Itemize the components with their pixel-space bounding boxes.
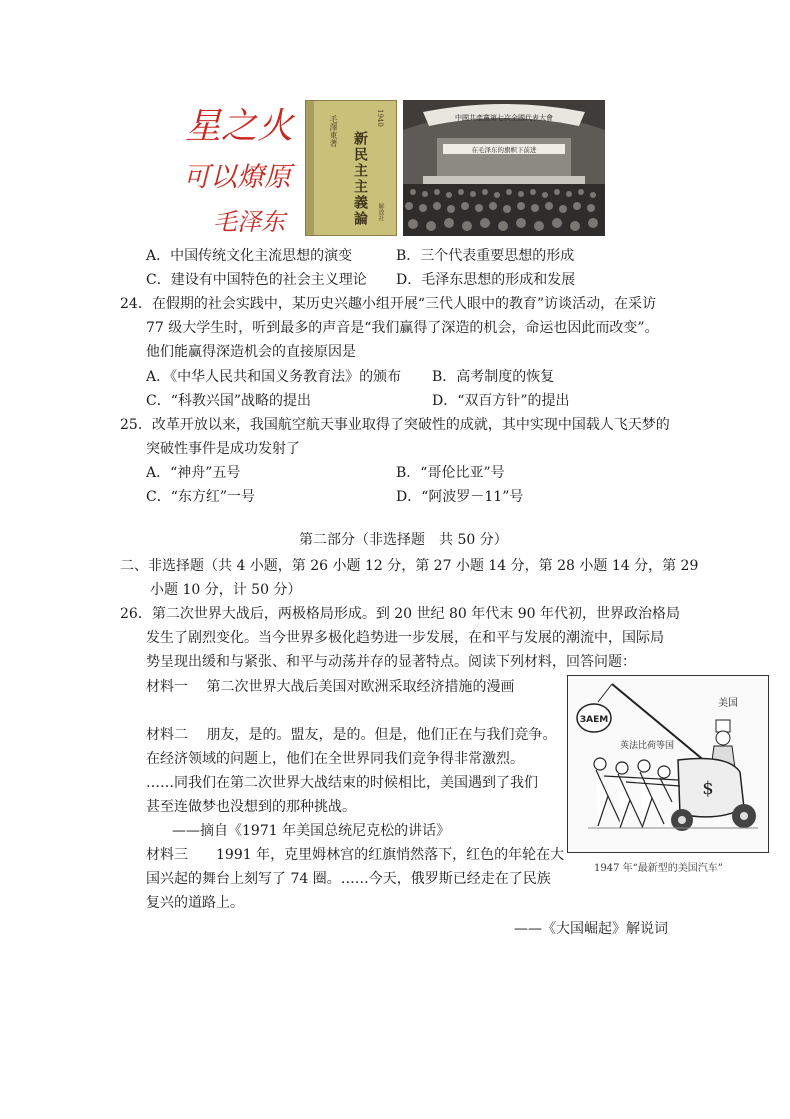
- material-3-line-2: 国兴起的舞台上刻写了 74 圈。……今天，俄罗斯已经走在了民族: [146, 871, 551, 887]
- material-2-line-1: 材料二 朋友，是的。盟友，是的。但是，他们正在与我们竞争。: [146, 727, 557, 743]
- part2-title: 第二部分（非选择题 共 50 分）: [299, 532, 508, 548]
- cartoon-label-usa: 美国: [718, 698, 738, 709]
- q24-option-c: C．“科教兴国”战略的提出: [146, 393, 312, 409]
- calligraphy-image: [183, 100, 303, 238]
- q24-option-d: D．“双百方针”的提出: [432, 393, 570, 409]
- q23-option-b: B．三个代表重要思想的形成: [396, 248, 575, 264]
- q23-option-d: D．毛泽东思想的形成和发展: [396, 272, 576, 288]
- part2-section-line-1: 二、非选择题（共 4 小题，第 26 小题 12 分，第 27 小题 14 分，第 28 小题 14 分，第 29: [120, 558, 699, 574]
- cartoon-dollar-sign: $: [702, 778, 714, 799]
- part2-section-line-2: 小题 10 分，计 50 分）: [150, 582, 302, 598]
- q25-option-c: C．“东方红”一号: [146, 489, 256, 505]
- material-2-line-4: 甚至连做梦也没想到的那种挑战。: [146, 799, 356, 815]
- q25-stem-line-1: 25．改革开放以来，我国航空航天事业取得了突破性的成就，其中实现中国载人飞天梦的: [120, 417, 670, 433]
- material-2-line-3: ……同我们在第二次世界大战结束的时候相比，美国遇到了我们: [146, 775, 538, 791]
- calligraphy-line-1: 星之火: [185, 106, 294, 147]
- material-3-source: ——《大国崛起》解说词: [514, 921, 668, 937]
- book-cover-image: [305, 100, 397, 236]
- q23-option-c: C．建设有中国特色的社会主义理论: [146, 272, 367, 288]
- q25-option-b: B．“哥伦比亚”号: [396, 465, 505, 481]
- material-3-line-3: 复兴的道路上。: [146, 895, 244, 911]
- q26-stem-line-1: 26．第二次世界大战后，两极格局形成。到 20 世纪 80 年代末 90 年代初，世界政治格局: [120, 606, 680, 622]
- q23-option-a: A．中国传统文化主流思想的演变: [146, 248, 353, 264]
- calligraphy-line-2: 可以燎原: [183, 162, 291, 193]
- material-3-line-1: 材料三 1991 年，克里姆林宫的红旗悄然落下，红色的年轮在大: [146, 847, 565, 863]
- cartoon-label-europe: 英法比荷等国: [620, 741, 675, 751]
- q24-option-b: B．高考制度的恢复: [432, 369, 555, 385]
- q24-stem-line-1: 24．在假期的社会实践中，某历史兴趣小组开展“三代人眼中的教育”访谈活动，在采访: [120, 296, 657, 312]
- book-title: 新民主主義論: [352, 131, 368, 227]
- book-top-text: 毛澤東著: [329, 115, 338, 147]
- q26-stem-line-3: 势呈现出缓和与紧张、和平与动荡并存的显著特点。阅读下列材料，回答问题：: [146, 654, 636, 670]
- q24-option-a: A．《中华人民共和国义务教育法》的颁布: [146, 369, 402, 385]
- cartoon-image: [567, 675, 769, 853]
- material-1-label: 材料一 第二次世界大战后美国对欧洲采取经济措施的漫画: [146, 679, 515, 695]
- material-2-line-2: 在经济领域的问题上，他们在全世界同我们竞争得非常激烈。: [146, 751, 524, 767]
- book-side-text: 1940: [376, 109, 384, 127]
- q24-stem-line-3: 他们能赢得深造机会的直接原因是: [146, 344, 356, 360]
- material-2-source: ——摘自《1971 年美国总统尼克松的讲话》: [172, 823, 451, 839]
- photo-banner-mid: 在毛泽东的旗帜下前进: [471, 146, 537, 154]
- cartoon-caption: 1947 年“最新型的美国汽车”: [594, 863, 723, 874]
- q26-stem-line-2: 发生了剧烈变化。当今世界多极化趋势进一步发展，在和平与发展的潮流中，国际局: [146, 630, 664, 646]
- q25-stem-line-2: 突破性事件是成功发射了: [146, 441, 300, 457]
- q25-option-a: A．“神舟”五号: [146, 465, 241, 481]
- q25-option-d: D．“阿波罗－11”号: [396, 489, 524, 505]
- book-bottom-text: 解放社: [377, 203, 384, 221]
- congress-photo: [403, 100, 605, 236]
- calligraphy-signature: 毛泽东: [213, 208, 285, 236]
- cartoon-bag-label: ЗАЕМ: [579, 715, 609, 725]
- photo-banner-top: 中國共產黨第七次全國代表大會: [455, 114, 553, 122]
- q24-stem-line-2: 77 级大学生时，听到最多的声音是“我们赢得了深造的机会，命运也因此而改变”。: [146, 320, 659, 336]
